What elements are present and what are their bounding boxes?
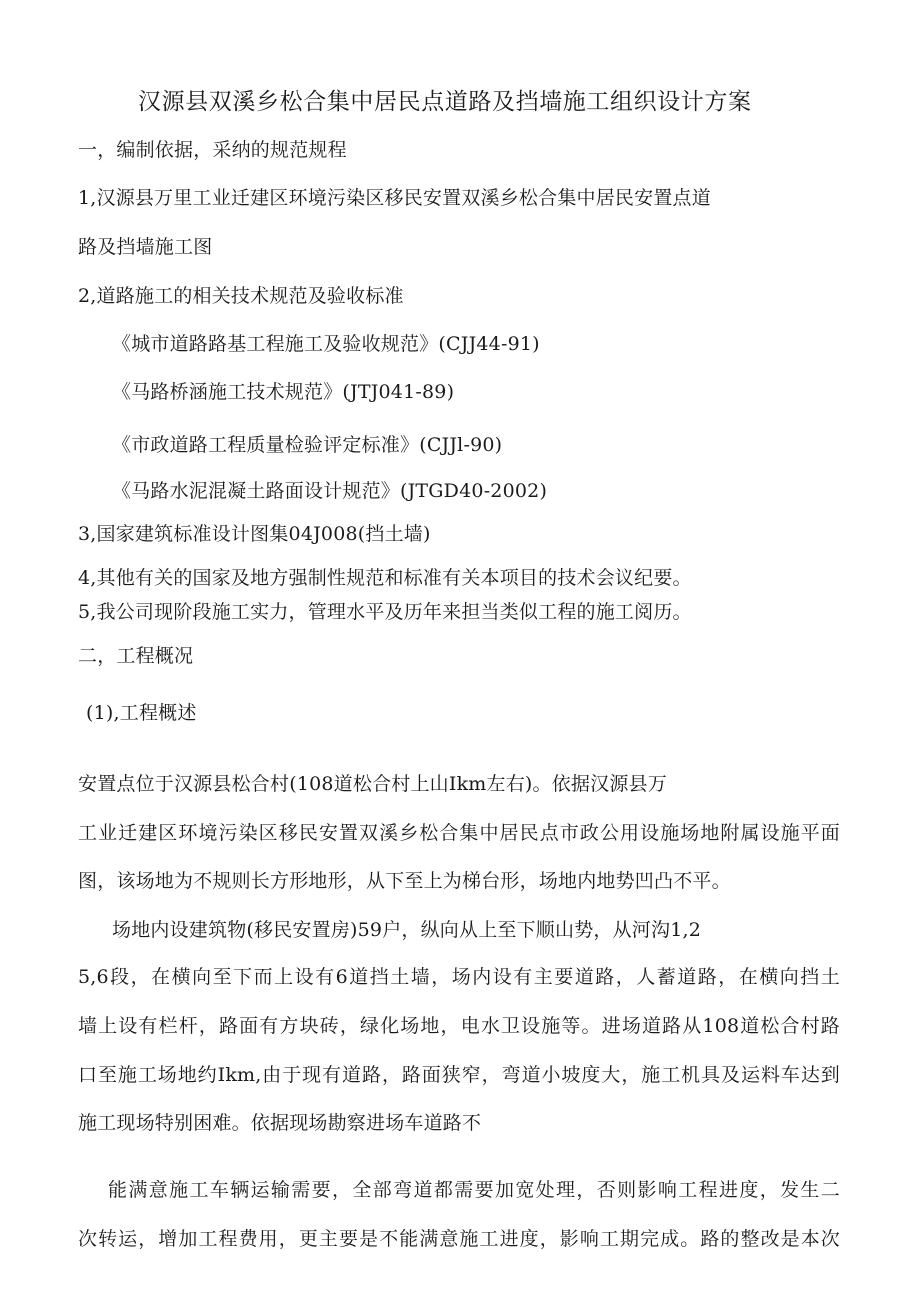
section2-subheading: (1),工程概述 <box>86 702 197 724</box>
standard-item: 《市政道路工程质量检验评定标准》(CJJl-90) <box>112 434 503 456</box>
section1-heading: 一，编制依据，采纳的规范规程 <box>78 139 347 161</box>
document-title: 汉源县双溪乡松合集中居民点道路及挡墙施工组织设计方案 <box>138 89 752 115</box>
overview-para-2-line: 5,6段，在横向至下而上设有6道挡土墙，场内设有主要道路，人蓄道路，在横向挡土 <box>78 966 840 988</box>
standard-item: 《城市道路路基工程施工及验收规范》(CJJ44-91) <box>112 333 540 355</box>
overview-para-3-line: 次转运，增加工程费用，更主要是不能满意施工进度，影响工期完成。路的整改是本次 <box>78 1228 840 1250</box>
overview-para-2-line: 施工现场特别困难。依据现场勘察进场车道路不 <box>78 1112 482 1134</box>
overview-para-2-line: 墙上设有栏杆，路面有方块砖，绿化场地，电水卫设施等。进场道路从108道松合村路 <box>78 1015 840 1037</box>
section2-heading: 二，工程概况 <box>78 645 194 667</box>
basis-item-3: 3,国家建筑标准设计图集04J008(挡土墙) <box>78 523 431 545</box>
basis-item-1-line-1: 1,汉源县万里工业迁建区环境污染区移民安置双溪乡松合集中居民安置点道 <box>78 187 711 209</box>
basis-item-4: 4,其他有关的国家及地方强制性规范和标准有关本项目的技术会议纪要。 <box>78 567 692 589</box>
overview-para-2-line: 口至施工场地约Ikm,由于现有道路，路面狭窄，弯道小坡度大，施工机具及运料车达到 <box>78 1064 840 1086</box>
overview-para-2-line: 场地内设建筑物(移民安置房)59户，纵向从上至下顺山势，从河沟1,2 <box>112 919 702 941</box>
basis-item-1-line-2: 路及挡墙施工图 <box>78 236 213 258</box>
basis-item-2: 2,道路施工的相关技术规范及验收标准 <box>78 285 404 307</box>
basis-item-5: 5,我公司现阶段施工实力，管理水平及历年来担当类似工程的施工阅历。 <box>78 601 692 623</box>
overview-para-3-line: 能满意施工车辆运输需要，全部弯道都需要加宽处理，否则影响工程进度，发生二 <box>108 1179 840 1201</box>
standard-item: 《马路水泥混凝土路面设计规范》(JTGD40-2002) <box>112 480 548 502</box>
overview-para-1-line: 图，该场地为不规则长方形地形，从下至上为梯台形，场地内地势凹凸不平。 <box>78 870 731 892</box>
overview-para-1-line: 工业迁建区环境污染区移民安置双溪乡松合集中居民点市政公用设施场地附属设施平面 <box>78 822 840 844</box>
overview-para-1-line: 安置点位于汉源县松合村(108道松合村上山Ikm左右)。依据汉源县万 <box>78 773 667 795</box>
standard-item: 《马路桥涵施工技术规范》(JTJ041-89) <box>112 381 455 403</box>
